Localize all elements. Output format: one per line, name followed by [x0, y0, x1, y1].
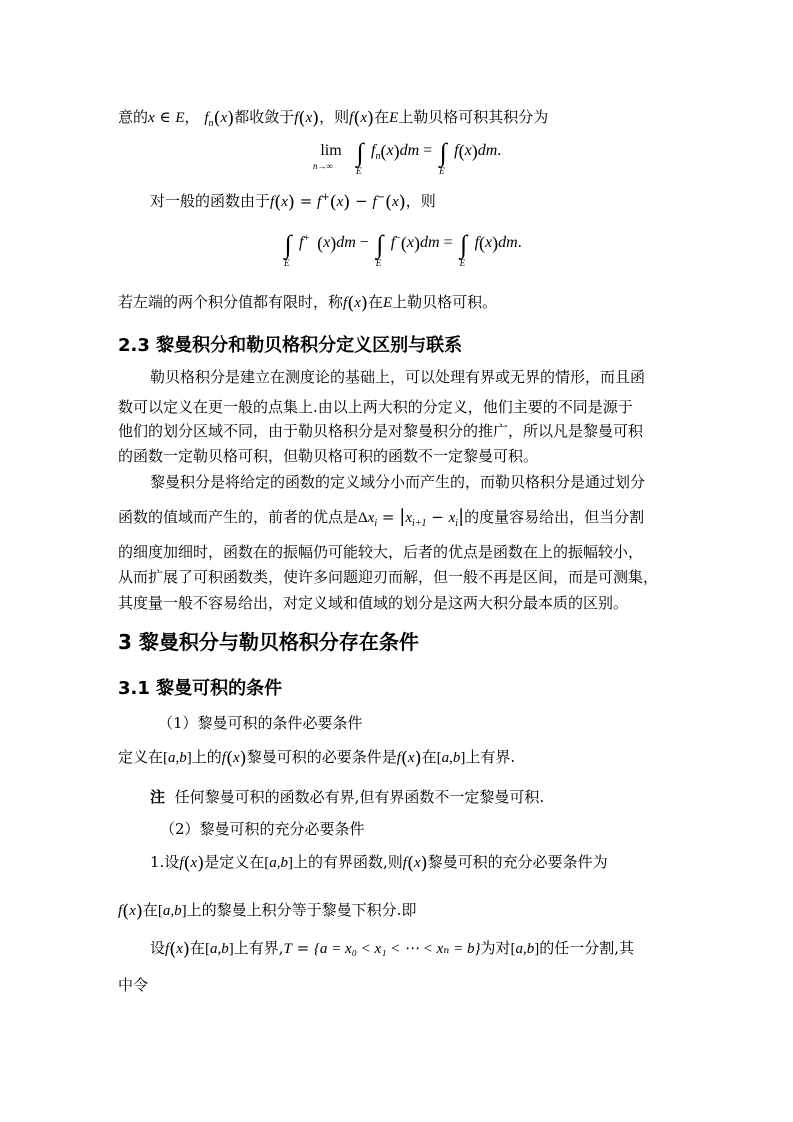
paragraph-1-line-1: 勒贝格积分是建立在测度论的基础上，可以处理有界或无界的情形，而且函 — [150, 368, 646, 386]
formula-integral-decomposition: ∫ E f+ (x)dm − ∫ E f−(x)dm = ∫ E f(x)dm. — [284, 230, 522, 268]
condition-1-label: （1）黎曼可积的条件必要条件 — [158, 714, 363, 732]
condition-2-label: （2）黎曼可积的充分必要条件 — [160, 820, 365, 838]
section-heading-2-3: 2.3 黎曼积分和勒贝格积分定义区别与联系 — [118, 335, 463, 356]
condition-1-text: 定义在[a,b]上的f(x)黎曼可积的必要条件是f(x)在[a,b]上有界. — [118, 748, 516, 769]
item-1-line-1: 1.设f(x)是定义在[a,b]上的有界函数,则f(x)黎曼可积的充分必要条件为 — [150, 853, 608, 874]
text-line-2: 对一般的函数由于f(x) = f+(x) − f−(x)，则 — [150, 192, 436, 213]
paragraph-1-line-3: 他们的划分区域不同，由于勒贝格积分是对黎曼积分的推广，所以凡是黎曼可积 — [118, 422, 644, 440]
paragraph-1-line-2: 数可以定义在更一般的点集上.由以上两大积的分定义，他们主要的不同是源于 — [118, 398, 633, 416]
paragraph-2-line-1: 黎曼积分是将给定的函数的定义域分小而产生的，而勒贝格积分是通过划分 — [150, 473, 646, 491]
paragraph-2-line-4: 从而扩展了可积函数类，使许多问题迎刃而解，但一般不再是区间，而是可测集， — [118, 568, 659, 586]
formula-limit-integral: lim n→∞ ∫ E $f_n(x)dm$ = ∫ E f(x)dm. — [313, 138, 502, 176]
note-line: 注 任何黎曼可积的函数必有界,但有界函数不一定黎曼可积. — [150, 788, 545, 806]
paragraph-1-line-4: 的函数一定勒贝格可积，但勒贝格可积的函数不一定黎曼可积。 — [118, 447, 539, 465]
paragraph-2-line-2: 函数的值域而产生的，前者的优点是$\Delta x_i = |x_{i+1} - x_i|$的度量容易给出，但当分割 — [118, 506, 645, 529]
partition-line-1: 设f(x)在[a,b]上有界,T = {a = x₀ < x₁ < ⋯ < xₙ = b}为对[a,b]的任一分割,其 — [150, 939, 635, 960]
item-1-line-2: f(x)在[a,b]上的黎曼上积分等于黎曼下积分.即 — [118, 901, 417, 922]
paragraph-2-line-5: 其度量一般不容易给出，对定义域和值域的划分是这两大积分最本质的区别。 — [118, 594, 629, 612]
section-heading-3: 3 黎曼积分与勒贝格积分存在条件 — [118, 630, 419, 654]
partition-line-2: 中令 — [118, 976, 149, 994]
text-line-3: 若左端的两个积分值都有限时，称f(x)在E上勒贝格可积。 — [118, 293, 498, 314]
paragraph-2-line-3: 的细度加细时，函数在的振幅仍可能较大，后者的优点是函数在上的振幅较小， — [118, 543, 644, 561]
section-heading-3-1: 3.1 黎曼可积的条件 — [118, 678, 283, 699]
text-line-1: 意的x ∈ E， $f_n(x)$都收敛于f(x)，则f(x)在E上勒贝格可积其积分为 — [118, 108, 549, 129]
